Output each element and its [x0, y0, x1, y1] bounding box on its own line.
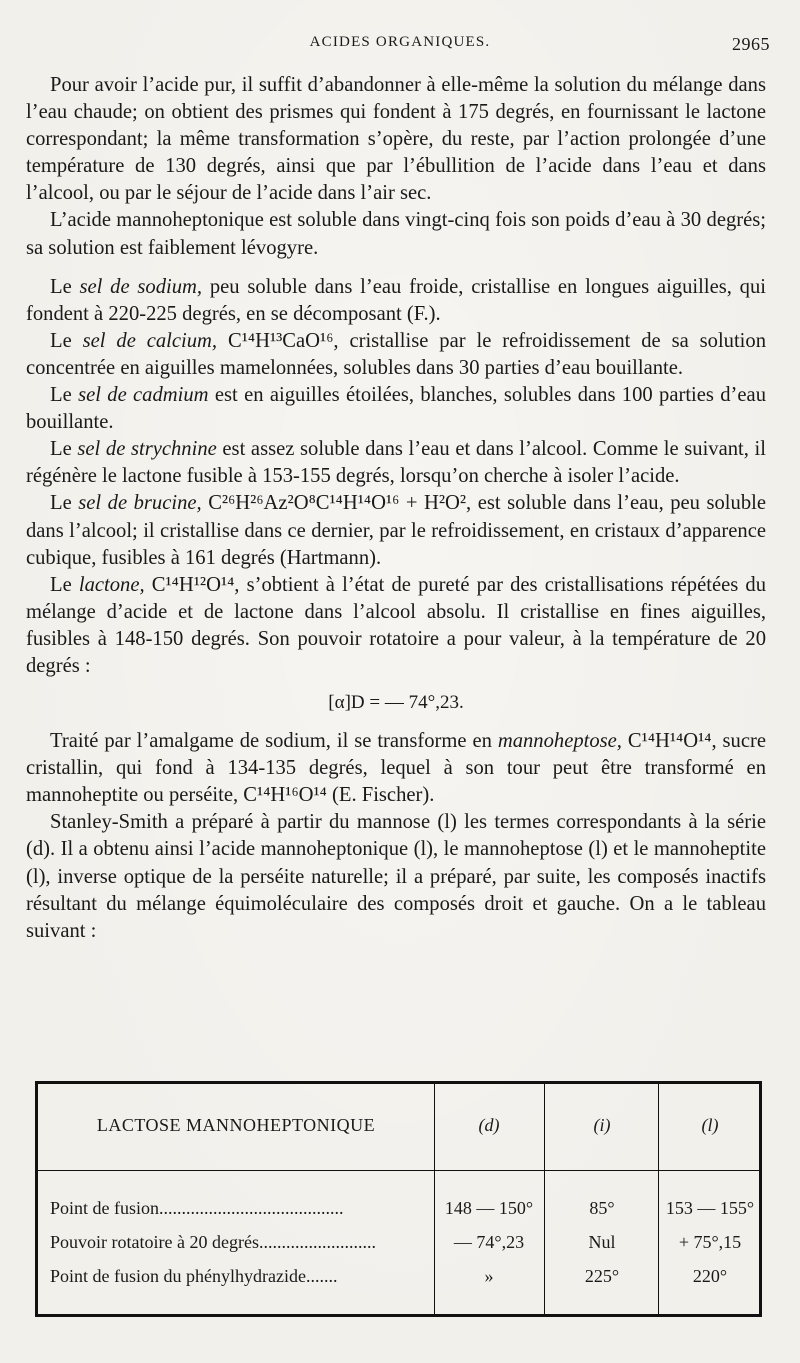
table-header-main: LACTOSE MANNOHEPTONIQUE	[96, 1115, 376, 1135]
cell-d: »	[484, 1266, 494, 1286]
rotatory-power-formula: [α]D = — 74°,23.	[328, 692, 464, 714]
lead-text: Le	[50, 492, 79, 515]
cell-l: 153 — 155°	[665, 1198, 755, 1218]
table-header-d: (d)	[478, 1115, 500, 1135]
lead-text: Traité par l’amalgame de sodium, il se transforme en	[50, 730, 498, 753]
paragraph-mannoheptose	[26, 728, 766, 809]
cell-d: 148 — 150°	[444, 1198, 534, 1218]
paragraph-text: est assez soluble dans l’eau et dans l’alcool. Comme le suivant, il régénère le lactone fusible à 153-155 degrés, lorsqu’on cherche à isoler l’acide.	[26, 438, 767, 488]
term-cadmium-salt: sel de cadmium	[78, 384, 209, 407]
paragraph-strychnine-salt	[26, 436, 766, 490]
paragraph-text: est soluble dans l’eau, peu soluble dans l’alcool; il cristallise dans ce dernier, par le refroidissement, en cristaux d’apparence cubique, fusibles à 161 degrés (Hartmann).	[26, 492, 766, 569]
table-row	[38, 1198, 759, 1230]
lead-text: Le	[50, 275, 80, 298]
lead-text: Le	[50, 384, 79, 407]
cell-d: — 74°,23	[453, 1232, 525, 1252]
cell-i: Nul	[588, 1232, 616, 1252]
running-title: ACIDES ORGANIQUES.	[309, 34, 491, 50]
term-calcium-salt: sel de calcium,	[82, 329, 218, 352]
row-label: Point de fusion.........................................	[50, 1198, 344, 1218]
term-strychnine-salt: sel de strychnine	[77, 438, 217, 461]
table-row	[38, 1266, 759, 1298]
paragraph-acid-purification: Pour avoir l’acide pur, il suffit d’abandonner à elle-même la solution du mélange dans l’eau chaude; on obtient des prismes qui fondent à 175 degrés, en fournissant le lactone correspondant; la même transformation s’opère, du reste, par l’action prolongée d’une température de 130 degrés, ainsi que par l’ébullition de l’acide dans l’eau et dans l’alcool, ou par le séjour de l’acide dans l’air sec.	[26, 74, 766, 205]
lactose-properties-table	[35, 1081, 762, 1317]
paragraph-stanley-smith: Stanley-Smith a préparé à partir du mannose (l) les termes correspondants à la série (d). Il a obtenu ainsi l’acide mannoheptonique (l), le mannoheptose (l) et le mannoheptite (l), inverse optique de la perséite naturelle; il a préparé, par suite, les composés inactifs résultant du mélange équimoléculaire des composés droit et gauche. On a le tableau suivant :	[26, 811, 766, 942]
lead-text: Le	[50, 329, 83, 352]
formula-lactone: C¹⁴H¹²O¹⁴,	[144, 573, 240, 596]
paragraph-solubility: L’acide mannoheptonique est soluble dans vingt-cinq fois son poids d’eau à 30 degrés; sa solution est faiblement lévogyre.	[26, 209, 766, 259]
cell-i: 85°	[589, 1198, 615, 1218]
paragraph-text: s’obtient à l’état de pureté par des cristallisations répétées du mélange d’acide et de lactone dans l’alcool absolu. Il cristallise en fines aiguilles, fusibles à 148-150 degrés. Son pouvoir rotatoire a pour valeur, à la température de 20 degrés :	[26, 573, 766, 677]
paragraph-text: cristallise par le refroidissement de sa solution concentrée en aiguilles mamelonnées, solubles dans 30 parties d’eau bouillante.	[26, 329, 767, 379]
page-header	[30, 34, 770, 58]
formula-brucine-salt: C²⁶H²⁶Az²O⁸C¹⁴H¹⁴O¹⁶ + H²O²,	[201, 492, 472, 515]
table-row	[38, 1232, 759, 1264]
table-header-l: (l)	[701, 1115, 719, 1135]
page-number: 2965	[732, 34, 770, 54]
paragraph-text: peu soluble dans l’eau froide, cristallise en longues aiguilles, qui fondent à 220-225 degrés, en se décomposant (F.).	[26, 275, 766, 325]
row-label: Point de fusion du phénylhydrazide.......	[50, 1266, 338, 1286]
cell-i: 225°	[584, 1266, 620, 1286]
term-brucine-salt: sel de brucine,	[78, 492, 202, 515]
cell-l: 220°	[692, 1266, 728, 1286]
body-text	[26, 72, 766, 945]
paragraph-text: sucre cristallin, qui fond à 134-135 degrés, lequel à son tour peut être transformé en mannoheptite ou perséite, C¹⁴H¹⁶O¹⁴ (E. Fischer).	[26, 730, 766, 807]
paragraph-calcium-salt	[26, 328, 766, 382]
lead-text: Le	[50, 573, 79, 596]
term-lactone: lactone,	[78, 573, 145, 596]
term-sodium-salt: sel de sodium,	[79, 275, 203, 298]
paragraph-text: est en aiguilles étoilées, blanches, solubles dans 100 parties d’eau bouillante.	[26, 384, 766, 434]
header-divider	[38, 1170, 759, 1171]
paragraph-brucine-salt	[26, 490, 766, 571]
lead-text: Le	[50, 438, 78, 461]
term-mannoheptose: mannoheptose,	[497, 730, 622, 753]
paragraph-lactone	[26, 572, 766, 680]
formula-mannoheptose: C¹⁴H¹⁴O¹⁴,	[621, 730, 717, 753]
formula-calcium-salt: C¹⁴H¹³CaO¹⁶,	[217, 329, 339, 352]
cell-l: + 75°,15	[678, 1232, 742, 1252]
row-label: Pouvoir rotatoire à 20 degrés..........................	[50, 1232, 376, 1252]
paragraph-cadmium-salt	[26, 382, 766, 436]
table-header-i: (i)	[593, 1115, 611, 1135]
paragraph-sodium-salt	[26, 274, 766, 328]
